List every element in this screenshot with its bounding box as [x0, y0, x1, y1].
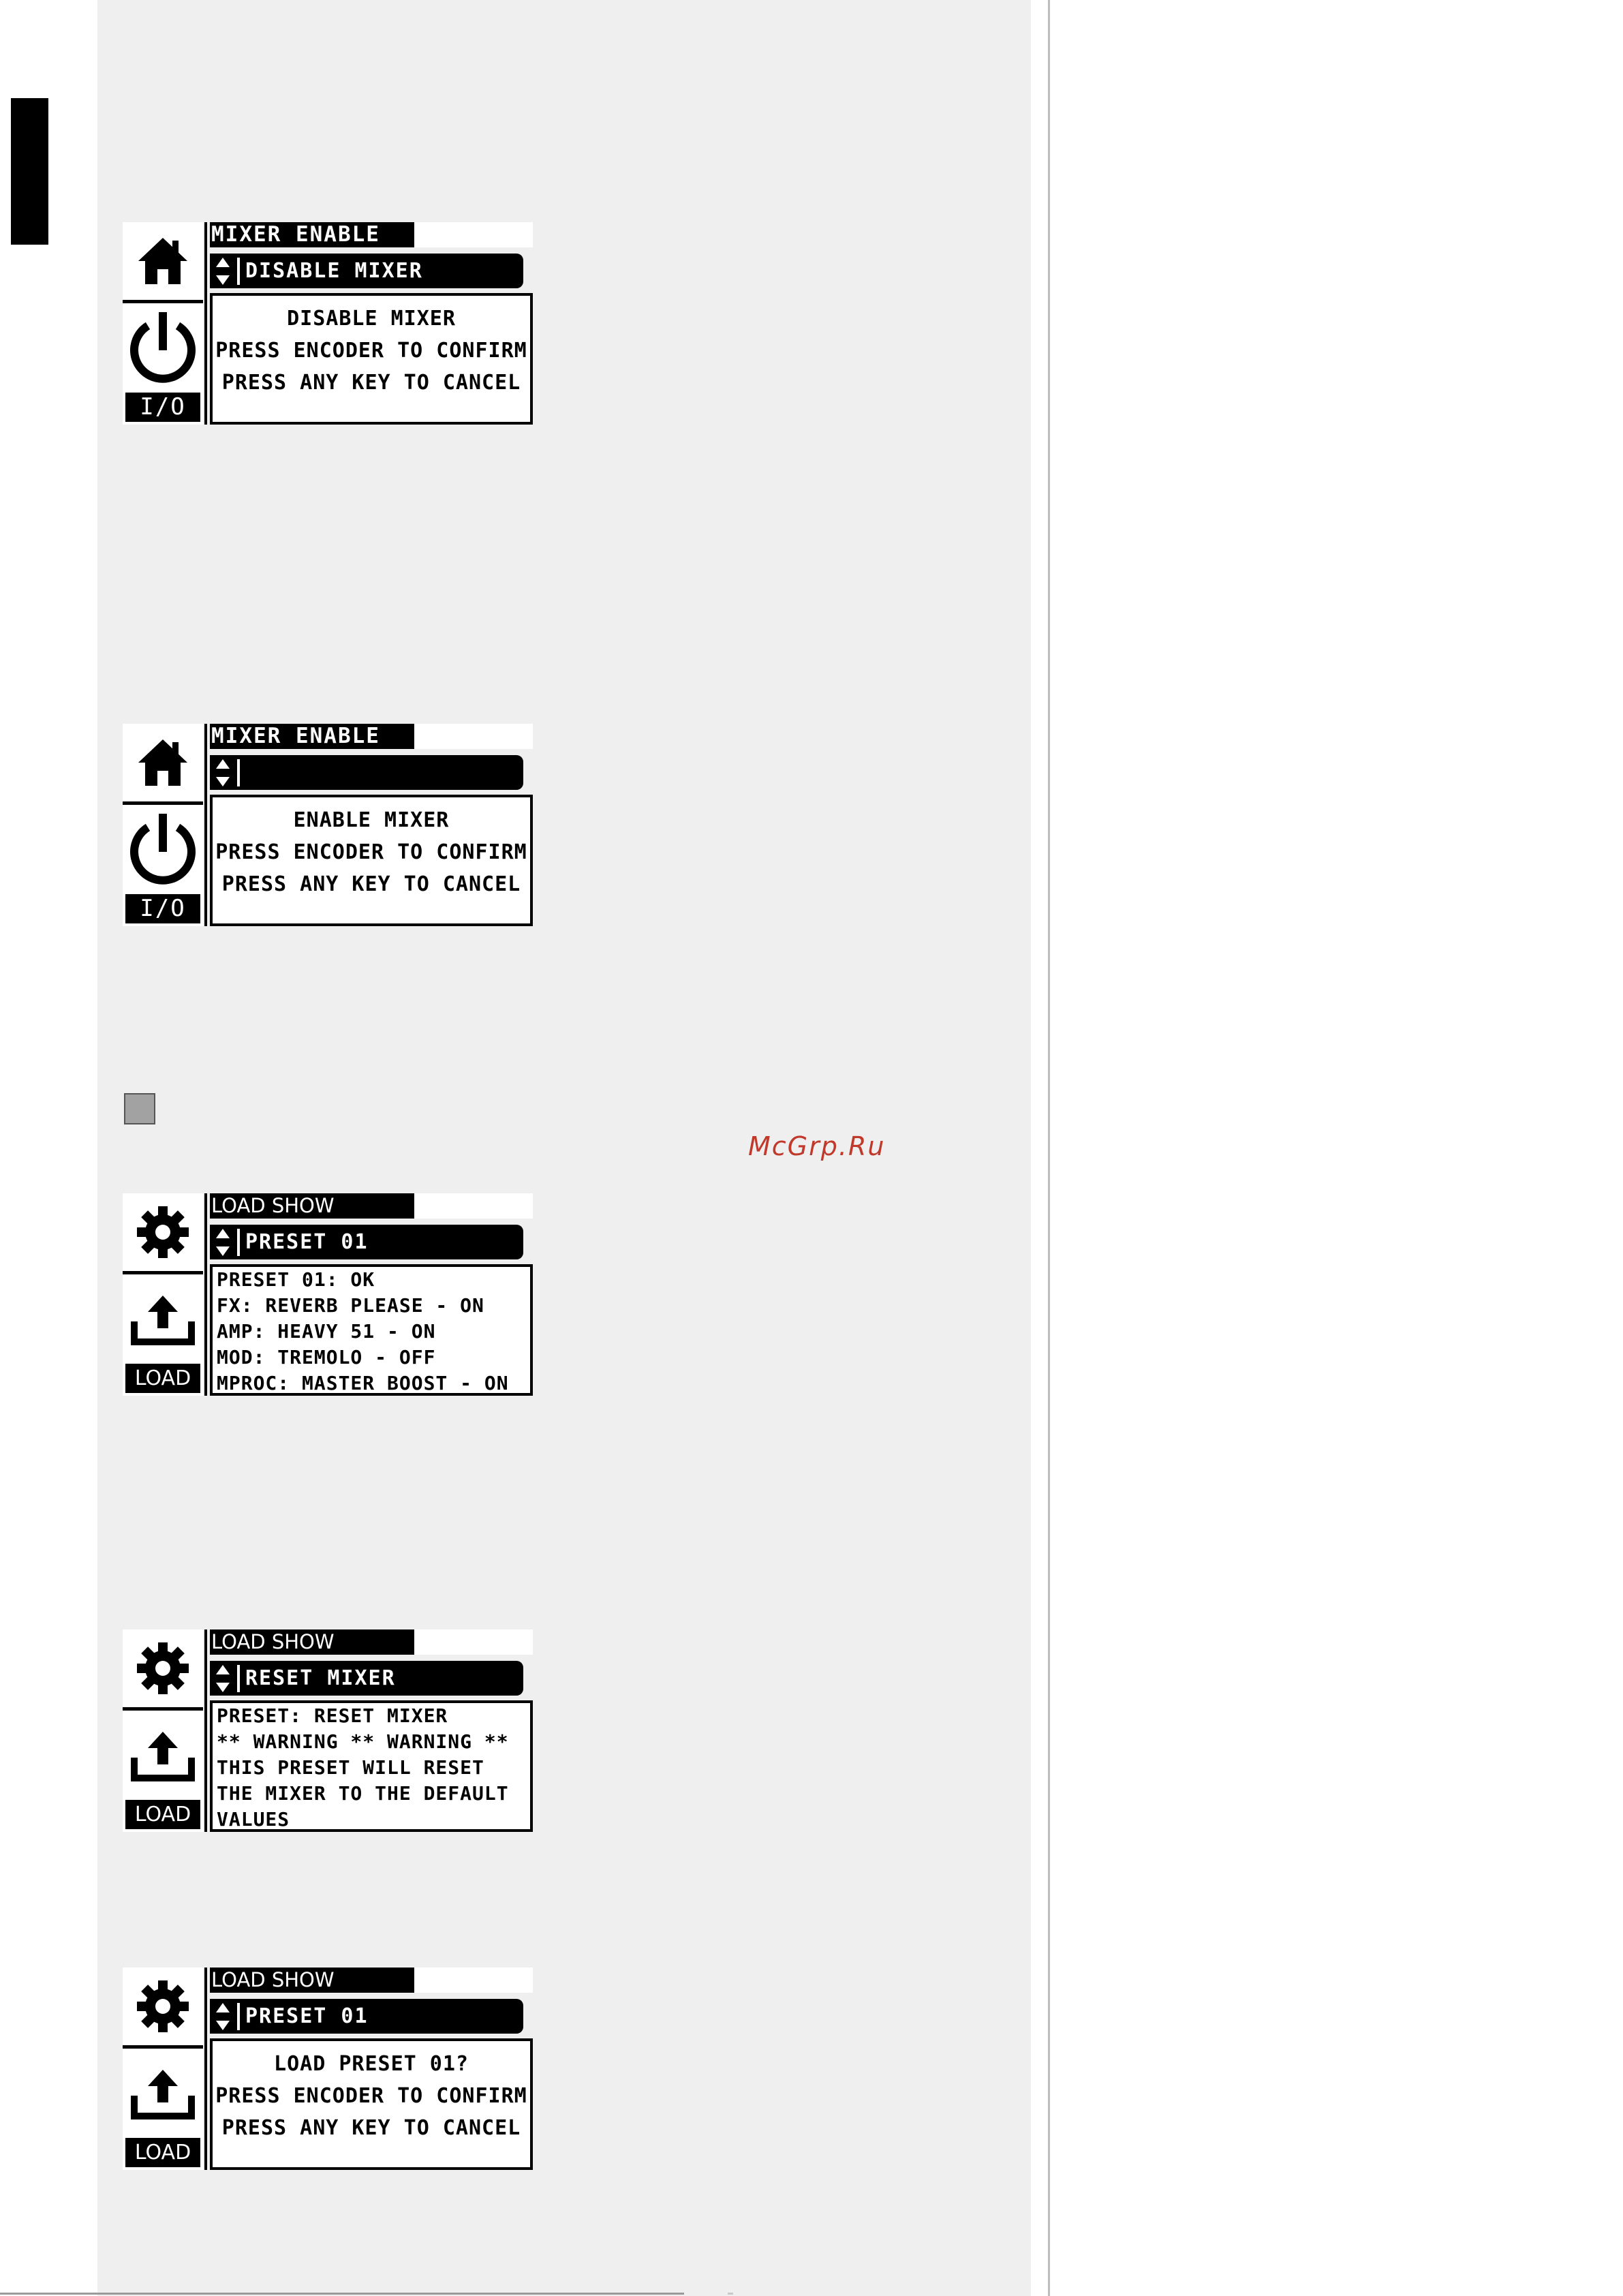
load-label: LOAD [125, 1364, 200, 1393]
lcd-divider [204, 1193, 207, 1396]
lcd-divider [204, 222, 207, 425]
lcd-screen-enable-mixer [123, 724, 533, 926]
lcd-divider [204, 1968, 207, 2170]
upload-icon[interactable] [123, 1714, 203, 1796]
load-label: LOAD [125, 1800, 200, 1829]
sidebar-separator [123, 1271, 203, 1274]
message-line: PRESS ENCODER TO CONFIRM [215, 840, 527, 864]
screen-title: LOAD SHOW [210, 1629, 416, 1655]
screen-title: LOAD SHOW [210, 1193, 416, 1219]
watermark: McGrp.Ru [748, 1131, 886, 1161]
lcd-divider [204, 1629, 207, 1832]
lcd-sidebar [123, 1968, 203, 2170]
page-divider [1048, 0, 1050, 2296]
message-box [210, 795, 533, 926]
footer-rule [0, 2293, 684, 2295]
selector-value: PRESET 01 [245, 1230, 369, 1254]
value-selector[interactable] [210, 254, 523, 288]
message-line: AMP: HEAVY 51 - ON [217, 1320, 436, 1343]
screen-title: MIXER ENABLE [210, 222, 416, 247]
screen-title: LOAD SHOW [210, 1968, 416, 1993]
up-down-arrows-icon [214, 759, 232, 786]
message-line: PRESET 01: OK [217, 1268, 375, 1291]
lcd-sidebar [123, 724, 203, 926]
io-label: I/O [125, 894, 200, 923]
message-line: FX: REVERB PLEASE - ON [217, 1294, 484, 1317]
lcd-divider [204, 724, 207, 926]
screen-title: MIXER ENABLE [210, 724, 416, 749]
upload-icon[interactable] [123, 2052, 203, 2134]
message-line: PRESS ANY KEY TO CANCEL [221, 2116, 521, 2140]
upload-icon[interactable] [123, 1278, 203, 1360]
lcd-screen-load-preset-confirm [123, 1968, 533, 2170]
sidebar-separator [123, 300, 203, 303]
lcd-screen-reset-mixer [123, 1629, 533, 1832]
lcd-sidebar [123, 222, 203, 425]
message-line: VALUES [217, 1808, 290, 1831]
message-line: PRESS ANY KEY TO CANCEL [221, 872, 521, 896]
value-selector[interactable] [210, 1999, 523, 2034]
power-icon[interactable] [123, 307, 203, 388]
lcd-sidebar [123, 1629, 203, 1832]
note-marker [124, 1093, 155, 1124]
gear-icon[interactable] [123, 1968, 203, 2045]
value-selector[interactable] [210, 1661, 523, 1696]
selector-value: RESET MIXER [245, 1666, 396, 1690]
message-line: DISABLE MIXER [287, 307, 456, 331]
sidebar-separator [123, 1707, 203, 1711]
message-line: MPROC: MASTER BOOST - ON [217, 1372, 509, 1394]
message-box [210, 1264, 533, 1396]
message-line: PRESS ENCODER TO CONFIRM [215, 339, 527, 363]
message-line: ** WARNING ** WARNING ** [217, 1730, 509, 1753]
message-line: PRESET: RESET MIXER [217, 1704, 448, 1727]
message-box [210, 1700, 533, 1832]
up-down-arrows-icon [214, 1665, 232, 1692]
up-down-arrows-icon [214, 258, 232, 285]
message-line: THIS PRESET WILL RESET [217, 1756, 484, 1779]
selector-value: PRESET 01 [245, 2004, 369, 2028]
up-down-arrows-icon [214, 1229, 232, 1256]
message-line: ENABLE MIXER [293, 808, 450, 832]
power-icon[interactable] [123, 808, 203, 890]
sidebar-separator [123, 801, 203, 805]
value-selector[interactable] [210, 1225, 523, 1259]
up-down-arrows-icon [214, 2003, 232, 2030]
home-icon[interactable] [123, 222, 203, 300]
sidebar-separator [123, 2045, 203, 2049]
lcd-screen-load-preset-details [123, 1193, 533, 1396]
selector-value: DISABLE MIXER [245, 259, 423, 283]
gear-icon[interactable] [123, 1193, 203, 1271]
load-label: LOAD [125, 2138, 200, 2167]
message-line: LOAD PRESET 01? [274, 2052, 469, 2076]
message-line: PRESS ENCODER TO CONFIRM [215, 2084, 527, 2108]
message-line: THE MIXER TO THE DEFAULT [217, 1782, 509, 1805]
lcd-screen-disable-mixer [123, 222, 533, 425]
lcd-sidebar [123, 1193, 203, 1396]
io-label: I/O [125, 393, 200, 422]
message-line: MOD: TREMOLO - OFF [217, 1346, 436, 1368]
message-box [210, 293, 533, 425]
home-icon[interactable] [123, 724, 203, 801]
section-tab-marker [11, 98, 48, 245]
message-line: PRESS ANY KEY TO CANCEL [221, 371, 521, 395]
value-selector[interactable] [210, 755, 523, 790]
message-box [210, 2038, 533, 2170]
gear-icon[interactable] [123, 1629, 203, 1707]
